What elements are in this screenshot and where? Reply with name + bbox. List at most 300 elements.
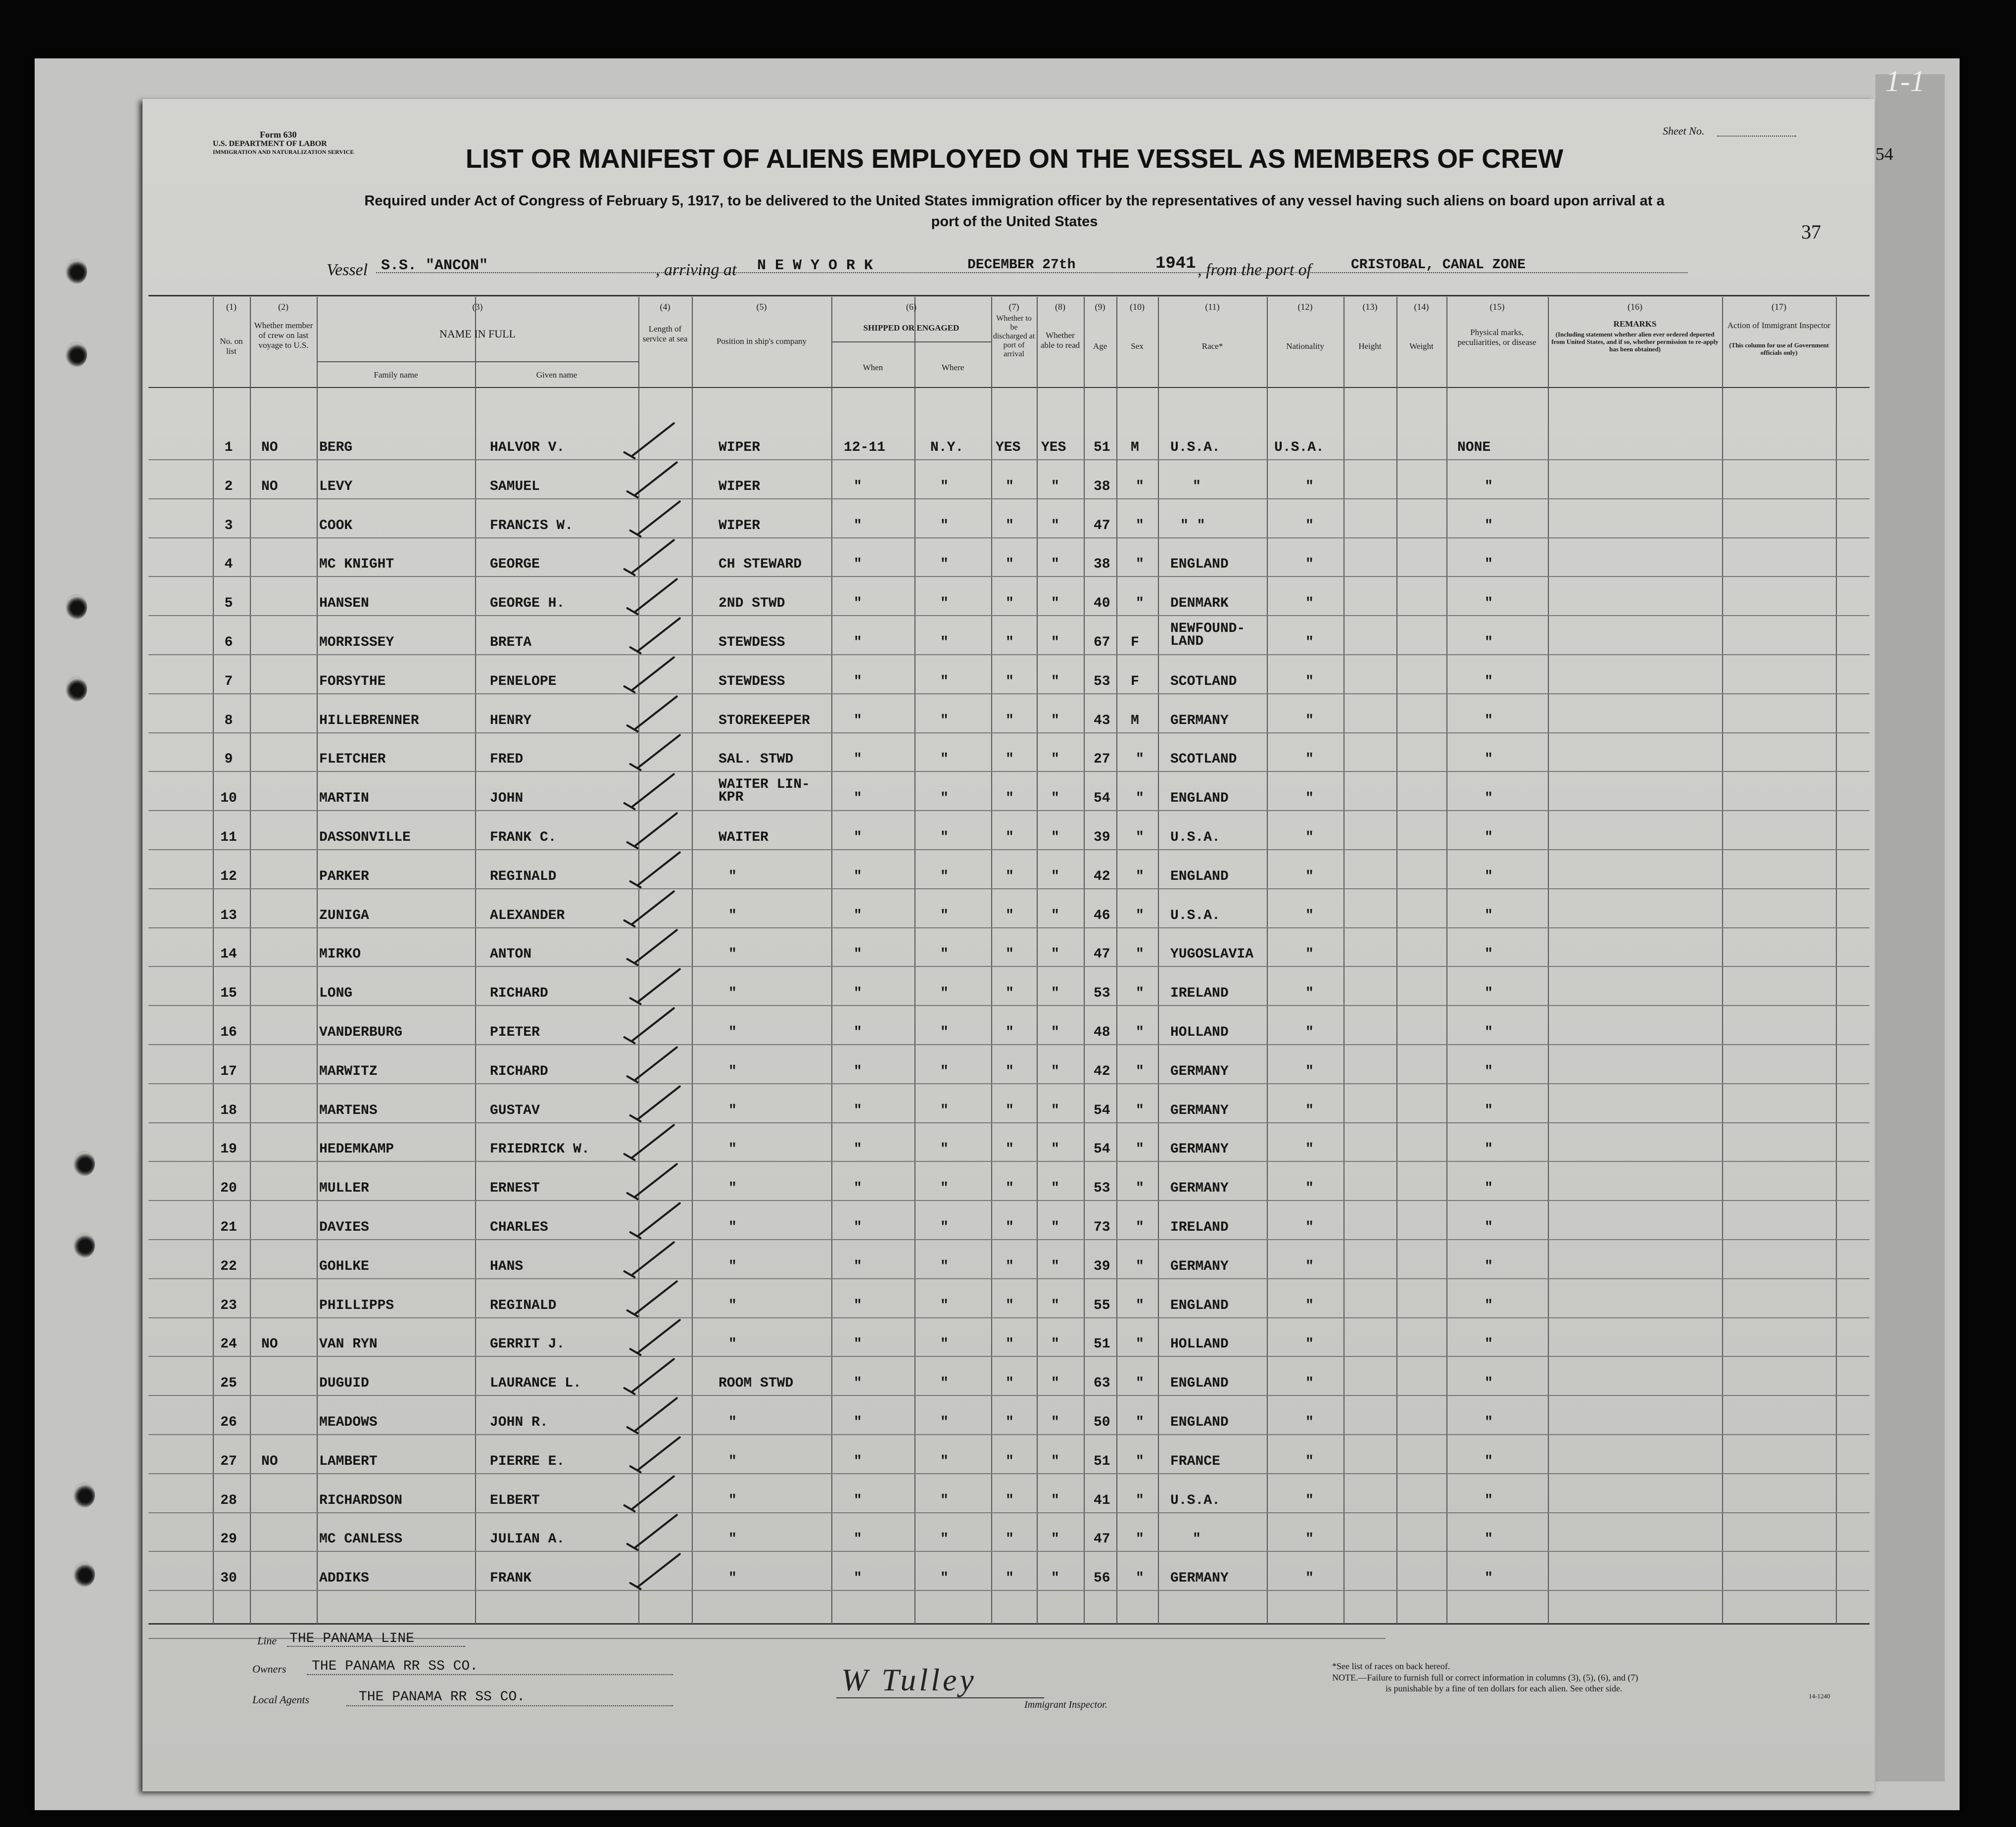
position: " <box>728 1571 737 1586</box>
col-8-header: Whether able to read <box>1040 331 1080 350</box>
line-value[interactable]: THE PANAMA LINE <box>289 1631 415 1646</box>
sex: " <box>1136 908 1144 923</box>
nationality: " <box>1305 635 1314 650</box>
nationality: " <box>1305 752 1314 767</box>
shipped-when: " <box>854 479 862 494</box>
given-name: CHARLES <box>490 1220 548 1235</box>
given-name: JULIAN A. <box>490 1532 565 1547</box>
able-to-read: " <box>1051 596 1059 611</box>
shipped-where: " <box>940 1103 949 1118</box>
row-rule <box>148 1317 1870 1318</box>
given-name: RICHARD <box>490 1064 548 1079</box>
age: 43 <box>1094 713 1110 728</box>
shipped-where: " <box>940 1493 949 1508</box>
family-name: MARTIN <box>319 791 369 806</box>
shipped-when: " <box>854 635 862 650</box>
race: ENGLAND <box>1170 557 1229 572</box>
sex: M <box>1131 440 1139 455</box>
row-number: 21 <box>220 1220 237 1235</box>
position: " <box>728 1337 737 1352</box>
physical-marks: " <box>1485 1142 1493 1157</box>
given-name: HENRY <box>490 713 532 728</box>
shipped-when: " <box>854 1298 862 1313</box>
row-rule <box>148 654 1870 655</box>
family-name: DUGUID <box>319 1376 369 1391</box>
able-to-read: " <box>1051 1493 1059 1508</box>
shipped-when: " <box>854 752 862 767</box>
race: GERMANY <box>1170 1571 1229 1586</box>
age: 51 <box>1094 1337 1110 1352</box>
shipped-when: " <box>854 830 862 845</box>
row-rule <box>148 1356 1870 1357</box>
race: SCOTLAND <box>1170 752 1237 767</box>
able-to-read: " <box>1051 1337 1059 1352</box>
col-13-number: (13) <box>1362 302 1378 312</box>
sex: " <box>1136 1415 1144 1430</box>
sex: " <box>1136 1454 1144 1469</box>
agents-value[interactable]: THE PANAMA RR SS CO. <box>359 1689 526 1705</box>
row-rule <box>148 810 1870 811</box>
age: 42 <box>1094 1064 1110 1079</box>
able-to-read: " <box>1051 830 1059 845</box>
col-17-number: (17) <box>1772 302 1786 312</box>
col-11-header: Race* <box>1201 341 1223 351</box>
race: U.S.A. <box>1170 830 1220 845</box>
corner-number: 54 <box>1875 144 1893 164</box>
nationality: " <box>1305 557 1314 572</box>
discharged: " <box>1006 1220 1014 1235</box>
given-name: GEORGE H. <box>490 596 565 611</box>
arrival-date[interactable]: DECEMBER 27th <box>967 257 1076 273</box>
nationality: " <box>1305 791 1314 806</box>
race: HOLLAND <box>1170 1337 1229 1352</box>
age: 38 <box>1094 479 1110 494</box>
row-number: 28 <box>220 1493 237 1508</box>
sheet-label: Sheet No. <box>1663 125 1705 137</box>
nationality: " <box>1305 1454 1314 1469</box>
nationality: " <box>1305 518 1314 533</box>
row-rule <box>148 1239 1870 1240</box>
given-name: GUSTAV <box>490 1103 540 1118</box>
race: U.S.A. <box>1170 908 1220 923</box>
nationality: " <box>1305 908 1314 923</box>
arrival-year[interactable]: 1941 <box>1155 254 1196 273</box>
given-name: PENELOPE <box>490 674 557 689</box>
row-number: 2 <box>224 479 233 494</box>
position: " <box>728 1025 737 1040</box>
position: " <box>728 1415 737 1430</box>
physical-marks: " <box>1485 713 1493 728</box>
family-name: FLETCHER <box>319 752 386 767</box>
family-name: RICHARDSON <box>319 1493 403 1508</box>
position: " <box>728 908 737 923</box>
sex: " <box>1136 1298 1144 1313</box>
age: 47 <box>1094 947 1110 962</box>
row-rule <box>148 1551 1870 1552</box>
shipped-when: " <box>854 1376 862 1391</box>
page-number: 37 <box>1801 221 1821 243</box>
physical-marks: " <box>1485 1025 1493 1040</box>
discharged: " <box>1006 479 1014 494</box>
discharged: " <box>1006 830 1014 845</box>
family-name: PHILLIPPS <box>319 1298 394 1313</box>
given-name: PIETER <box>490 1025 540 1040</box>
able-to-read: " <box>1051 1259 1059 1274</box>
able-to-read: " <box>1051 479 1059 494</box>
discharged: " <box>1006 1064 1014 1079</box>
race: HOLLAND <box>1170 1025 1229 1040</box>
sex: " <box>1136 1337 1144 1352</box>
col-5-header: Position in ship's company <box>716 337 807 346</box>
arriving-label: , arriving at <box>656 261 737 279</box>
shipped-when: " <box>854 596 862 611</box>
sex: " <box>1136 1025 1144 1040</box>
nationality: " <box>1305 1532 1314 1547</box>
row-number: 5 <box>224 596 233 611</box>
physical-marks: " <box>1485 1064 1493 1079</box>
sex: " <box>1136 947 1144 962</box>
race: GERMANY <box>1170 1142 1229 1157</box>
col-14-number: (14) <box>1414 302 1429 312</box>
sex: " <box>1136 518 1144 533</box>
row-number: 26 <box>220 1415 237 1430</box>
footnote-penalty-2: is punishable by a fine of ten dollars for each alien. See other side. <box>1386 1683 1623 1693</box>
physical-marks: " <box>1485 869 1493 884</box>
shipped-where: " <box>940 1298 949 1313</box>
shipped-when: " <box>854 674 862 689</box>
race: GERMANY <box>1170 1103 1229 1118</box>
given-name: PIERRE E. <box>490 1454 565 1469</box>
discharged: " <box>1006 947 1014 962</box>
physical-marks: " <box>1485 1220 1493 1235</box>
physical-marks: " <box>1485 1103 1493 1118</box>
subtitle-line-1: Required under Act of Congress of February 5, 1917, to be delivered to the United States immigration officer by the representatives of any vessel having such aliens on board upon arrival at a <box>364 193 1665 209</box>
position: " <box>728 1493 737 1508</box>
physical-marks: " <box>1485 635 1493 650</box>
given-name: FRANK <box>490 1571 532 1586</box>
position: STEWDESS <box>719 674 785 689</box>
sex: " <box>1136 1571 1144 1586</box>
sex: F <box>1131 674 1139 689</box>
shipped-where: " <box>940 791 949 806</box>
family-name: MULLER <box>319 1181 369 1196</box>
shipped-when: " <box>854 1454 862 1469</box>
able-to-read: " <box>1051 557 1059 572</box>
nationality: " <box>1305 1259 1314 1274</box>
discharged: " <box>1006 1337 1014 1352</box>
physical-marks: " <box>1485 752 1493 767</box>
corner-note: 1-1 <box>1885 65 1925 97</box>
family-name: LEVY <box>319 479 353 494</box>
shipped-when: 12-11 <box>844 440 886 455</box>
vessel-name[interactable]: S.S. "ANCON" <box>381 257 488 274</box>
inspector-signature: W Tulley <box>841 1662 977 1697</box>
able-to-read: " <box>1051 986 1059 1001</box>
col-12-number: (12) <box>1297 302 1313 312</box>
from-label: , from the port of <box>1198 261 1312 279</box>
col-16-header: REMARKS <box>1613 319 1657 329</box>
owners-value[interactable]: THE PANAMA RR SS CO. <box>312 1659 479 1674</box>
able-to-read: " <box>1051 1532 1059 1547</box>
row-number: 17 <box>220 1064 237 1079</box>
shipped-when: " <box>854 1571 862 1586</box>
race: U.S.A. <box>1170 440 1220 455</box>
shipped-when: " <box>854 1025 862 1040</box>
physical-marks: " <box>1485 1298 1493 1313</box>
row-rule <box>148 1473 1870 1474</box>
family-name: HILLEBRENNER <box>319 713 419 728</box>
able-to-read: " <box>1051 1142 1059 1157</box>
discharged: " <box>1006 674 1014 689</box>
discharged: " <box>1006 1025 1014 1040</box>
shipped-where: " <box>940 1571 949 1586</box>
binder-hole <box>73 1232 95 1258</box>
row-number: 10 <box>220 791 237 806</box>
nationality: " <box>1305 479 1314 494</box>
discharged: " <box>1006 1142 1014 1157</box>
shipped-where: " <box>940 1181 949 1196</box>
given-name: FRANK C. <box>490 830 557 845</box>
shipped-when: " <box>854 1181 862 1196</box>
table-top-rule <box>148 295 1870 296</box>
sex: " <box>1136 830 1144 845</box>
position: SAL. STWD <box>719 752 794 767</box>
family-name: MC KNIGHT <box>319 557 394 572</box>
able-to-read: " <box>1051 752 1059 767</box>
col-2-number: (2) <box>278 302 288 312</box>
age: 39 <box>1094 1259 1110 1274</box>
row-number: 29 <box>220 1532 237 1547</box>
discharged: " <box>1006 1415 1014 1430</box>
family-name: BERG <box>319 440 353 455</box>
shipped-when: " <box>854 908 862 923</box>
line-label: Line <box>257 1635 277 1647</box>
race: IRELAND <box>1170 986 1229 1001</box>
row-number: 1 <box>224 440 233 455</box>
name-subrule <box>317 361 638 362</box>
col-15-header: Physical marks, peculiarities, or disease <box>1457 328 1536 347</box>
vessel-line-rule <box>376 272 1687 273</box>
shipped-when: " <box>854 1337 862 1352</box>
subtitle-line-2: port of the United States <box>931 214 1098 230</box>
row-rule <box>148 459 1870 460</box>
col-6-where-header: Where <box>941 363 964 372</box>
col-15-number: (15) <box>1489 302 1505 312</box>
family-name: LONG <box>319 986 353 1001</box>
family-name: MC CANLESS <box>319 1532 403 1547</box>
shipped-where: " <box>940 1337 949 1352</box>
shipped-when: " <box>854 1064 862 1079</box>
able-to-read: " <box>1051 908 1059 923</box>
sheet-number-blank[interactable] <box>1717 136 1796 137</box>
age: 63 <box>1094 1376 1110 1391</box>
col-7-number: (7) <box>1008 302 1019 312</box>
position: " <box>728 1298 737 1313</box>
sex: " <box>1136 1142 1144 1157</box>
col-2-header: Whether member of crew on last voyage to U.S. <box>254 321 313 350</box>
able-to-read: " <box>1051 1376 1059 1391</box>
from-port[interactable]: CRISTOBAL, CANAL ZONE <box>1351 257 1526 273</box>
shipped-where: " <box>940 1376 949 1391</box>
discharged: " <box>1006 1532 1014 1547</box>
footnote-races: *See list of races on back hereof. <box>1332 1661 1450 1671</box>
col-1-header: No. on list <box>220 337 243 356</box>
race: " " <box>1180 518 1205 533</box>
nationality: " <box>1305 1181 1314 1196</box>
race: GERMANY <box>1170 1259 1229 1274</box>
row-rule <box>148 1044 1870 1045</box>
able-to-read: " <box>1051 1415 1059 1430</box>
position: 2ND STWD <box>719 596 785 611</box>
shipped-when: " <box>854 869 862 884</box>
sex: F <box>1131 635 1139 650</box>
row-number: 7 <box>224 674 233 689</box>
family-name: DASSONVILLE <box>319 830 411 845</box>
discharged: " <box>1006 1493 1014 1508</box>
binder-hole <box>73 1561 95 1587</box>
family-name: VANDERBURG <box>319 1025 403 1040</box>
given-name: ALEXANDER <box>490 908 565 923</box>
col-5-number: (5) <box>756 302 767 312</box>
row-number: 15 <box>220 986 237 1001</box>
service: IMMIGRATION AND NATURALIZATION SERVICE <box>213 148 354 155</box>
row-number: 9 <box>224 752 233 767</box>
col-3-given-header: Given name <box>536 370 577 380</box>
discharged: " <box>1006 1376 1014 1391</box>
row-rule <box>148 1278 1870 1279</box>
row-number: 16 <box>220 1025 237 1040</box>
shipped-when: " <box>854 1142 862 1157</box>
given-name: HALVOR V. <box>490 440 565 455</box>
age: 50 <box>1094 1415 1110 1430</box>
arriving-port[interactable]: N E W Y O R K <box>757 257 873 274</box>
row-rule <box>148 615 1870 616</box>
given-name: GERRIT J. <box>490 1337 565 1352</box>
row-number: 23 <box>220 1298 237 1313</box>
race: GERMANY <box>1170 1064 1229 1079</box>
position: WAITER LIN-KPR <box>719 777 810 805</box>
family-name: LAMBERT <box>319 1454 378 1469</box>
nationality: " <box>1305 1103 1314 1118</box>
col-17-subheader: (This column for use of Government officials only) <box>1729 341 1829 356</box>
family-name: HANSEN <box>319 596 369 611</box>
discharged: " <box>1006 869 1014 884</box>
nationality: " <box>1305 596 1314 611</box>
row-rule <box>148 849 1870 850</box>
shipped-subrule <box>831 341 991 342</box>
given-name: RICHARD <box>490 986 548 1001</box>
col-7-header: Whether to be discharged at port of arrival <box>993 314 1035 358</box>
nationality: " <box>1305 1571 1314 1586</box>
age: 51 <box>1094 1454 1110 1469</box>
col-16-subheader: (Including statement whether alien ever ordered deported from United States, and if so, whether permission to re-apply has been obtained) <box>1551 331 1719 353</box>
table-bottom-rule <box>148 1623 1870 1625</box>
col-10-header: Sex <box>1131 341 1144 351</box>
row-number: 24 <box>220 1337 237 1352</box>
position: " <box>728 1142 737 1157</box>
race: ENGLAND <box>1170 1298 1229 1313</box>
shipped-when: " <box>854 518 862 533</box>
position: " <box>728 1064 737 1079</box>
nationality: " <box>1305 1142 1314 1157</box>
family-name: HEDEMKAMP <box>319 1142 394 1157</box>
able-to-read: " <box>1051 1298 1059 1313</box>
physical-marks: " <box>1485 1454 1493 1469</box>
position: WIPER <box>719 518 761 533</box>
age: 41 <box>1094 1493 1110 1508</box>
shipped-when: " <box>854 1103 862 1118</box>
discharged: " <box>1006 1181 1014 1196</box>
discharged: " <box>1006 635 1014 650</box>
able-to-read: " <box>1051 1103 1059 1118</box>
nationality: " <box>1305 830 1314 845</box>
sex: " <box>1136 869 1144 884</box>
discharged: " <box>1006 1571 1014 1586</box>
age: 54 <box>1094 1142 1110 1157</box>
discharged: " <box>1006 713 1014 728</box>
row-number: 25 <box>220 1376 237 1391</box>
age: 47 <box>1094 518 1110 533</box>
age: 27 <box>1094 752 1110 767</box>
race: GERMANY <box>1170 713 1229 728</box>
row-number: 30 <box>220 1571 237 1586</box>
binder-hole <box>65 341 87 367</box>
physical-marks: " <box>1485 908 1493 923</box>
position: " <box>728 869 737 884</box>
shipped-when: " <box>854 1532 862 1547</box>
row-rule <box>148 888 1870 889</box>
discharged: " <box>1006 1298 1014 1313</box>
physical-marks: " <box>1485 557 1493 572</box>
age: 54 <box>1094 1103 1110 1118</box>
row-rule <box>148 1395 1870 1396</box>
able-to-read: " <box>1051 1571 1059 1586</box>
row-number: 13 <box>220 908 237 923</box>
owners-label: Owners <box>252 1663 287 1675</box>
race: NEWFOUND-LAND <box>1170 621 1246 649</box>
discharged: " <box>1006 791 1014 806</box>
row-rule <box>148 537 1870 538</box>
shipped-when: " <box>854 557 862 572</box>
able-to-read: " <box>1051 635 1059 650</box>
footnote-penalty-1: NOTE.—Failure to furnish full or correct information in columns (3), (5), (6), and (7) <box>1332 1673 1638 1683</box>
binder-hole <box>65 594 87 620</box>
shipped-where: " <box>940 947 949 962</box>
physical-marks: " <box>1485 830 1493 845</box>
col-1-number: (1) <box>226 302 237 312</box>
race: ENGLAND <box>1170 869 1229 884</box>
position: " <box>728 1181 737 1196</box>
nationality: " <box>1305 1220 1314 1235</box>
sex: " <box>1136 596 1144 611</box>
row-rule <box>148 1161 1870 1162</box>
row-rule <box>148 1512 1870 1513</box>
row-number: 20 <box>220 1181 237 1196</box>
shipped-where: " <box>940 518 949 533</box>
shipped-where: " <box>940 1220 949 1235</box>
nationality: " <box>1305 1064 1314 1079</box>
row-number: 22 <box>220 1259 237 1274</box>
able-to-read: YES <box>1041 440 1066 455</box>
shipped-where: " <box>940 1259 949 1274</box>
family-name: MARTENS <box>319 1103 378 1118</box>
col-6-header: SHIPPED OR ENGAGED <box>863 323 960 333</box>
family-name: PARKER <box>319 869 369 884</box>
age: 46 <box>1094 908 1110 923</box>
able-to-read: " <box>1051 674 1059 689</box>
given-name: SAMUEL <box>490 479 540 494</box>
age: 42 <box>1094 869 1110 884</box>
